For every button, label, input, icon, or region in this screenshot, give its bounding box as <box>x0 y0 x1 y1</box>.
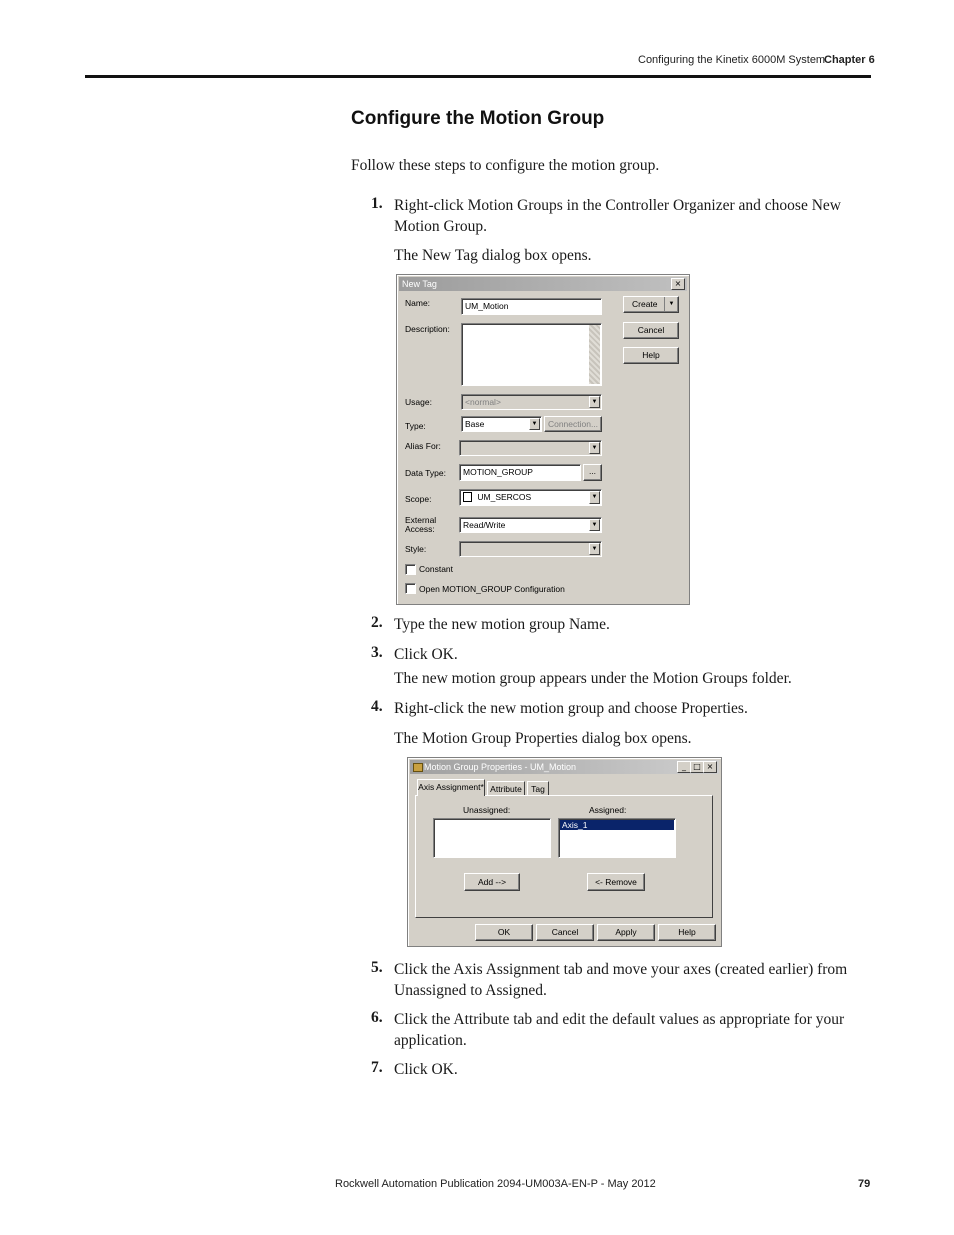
data-type-field[interactable]: MOTION_GROUP <box>459 464 581 481</box>
folder-icon <box>413 763 423 772</box>
step-text-line: Type the new motion group Name. <box>394 616 610 633</box>
chevron-down-icon[interactable]: ▼ <box>589 519 600 531</box>
step-note: The New Tag dialog box opens. <box>394 247 592 264</box>
dialog-title: New Tag <box>402 279 437 289</box>
tab-axis-assignment[interactable]: Axis Assignment* <box>417 779 485 796</box>
step-number: 1. <box>371 195 383 212</box>
external-access-label <box>405 516 436 534</box>
running-header-title: Configuring the Kinetix 6000M System <box>638 54 826 66</box>
step-number: 3. <box>371 644 383 661</box>
minimize-icon[interactable]: _ <box>677 761 691 773</box>
description-label: Description: <box>405 324 450 334</box>
step-text-line: Click the Axis Assignment tab and move your axes (created earlier) from <box>394 961 848 978</box>
scope-select[interactable] <box>459 489 602 506</box>
external-access-value: Read/Write <box>463 520 506 530</box>
controller-icon <box>463 492 472 502</box>
usage-select <box>461 394 602 410</box>
assigned-label: Assigned: <box>589 805 627 815</box>
cancel-button[interactable]: Cancel <box>623 322 679 339</box>
dialog-titlebar <box>410 760 719 774</box>
maximize-icon[interactable]: □ <box>690 761 704 773</box>
open-config-label: Open MOTION_GROUP Configuration <box>419 584 565 594</box>
type-select[interactable] <box>461 416 542 432</box>
step-text-line: Right-click Motion Groups in the Controller Organizer and choose New <box>394 197 841 214</box>
type-value: Base <box>465 419 485 429</box>
step-number: 4. <box>371 698 383 715</box>
step-text-line: Click OK. <box>394 646 458 663</box>
connection-button: Connection... <box>544 416 602 432</box>
remove-button[interactable]: <- Remove <box>587 873 645 891</box>
step-note: The Motion Group Properties dialog box opens. <box>394 730 692 747</box>
cancel-button[interactable]: Cancel <box>536 924 594 941</box>
step-note: The new motion group appears under the Motion Groups folder. <box>394 670 792 687</box>
constant-label: Constant <box>419 564 454 574</box>
step-text-line: application. <box>394 1032 467 1049</box>
tab-tag[interactable]: Tag <box>527 781 549 796</box>
chevron-down-icon: ▼ <box>589 396 600 408</box>
step-text-line: Motion Group. <box>394 218 487 235</box>
step-number: 5. <box>371 959 383 976</box>
style-label: Style: <box>405 544 427 554</box>
list-item[interactable]: Axis_1 <box>560 820 674 830</box>
footer-publication: Rockwell Automation Publication 2094-UM003A-EN-P - May 2012 <box>335 1178 656 1190</box>
create-button-label: Create <box>632 299 658 309</box>
name-label: Name: <box>405 298 431 308</box>
step-number: 7. <box>371 1059 383 1076</box>
close-icon[interactable]: × <box>703 761 717 773</box>
chevron-down-icon[interactable]: ▼ <box>529 418 540 430</box>
apply-button[interactable]: Apply <box>597 924 655 941</box>
header-rule <box>85 75 871 78</box>
alias-for-select <box>459 440 602 456</box>
step-text-line: Unassigned to Assigned. <box>394 982 547 999</box>
chevron-down-icon[interactable]: ▼ <box>589 491 600 504</box>
unassigned-list[interactable] <box>433 818 551 858</box>
dialog-title: Motion Group Properties - UM_Motion <box>424 762 577 772</box>
step-text-line: Click the Attribute tab and edit the default values as appropriate for your <box>394 1011 845 1028</box>
page-number: 79 <box>858 1178 871 1190</box>
data-type-browse-button[interactable]: ... <box>583 464 602 481</box>
description-field[interactable] <box>461 323 602 386</box>
open-config-checkbox[interactable] <box>405 583 416 594</box>
constant-checkbox[interactable] <box>405 564 416 575</box>
description-scrollbar[interactable] <box>589 325 600 384</box>
new-tag-dialog <box>396 274 690 605</box>
external-access-label-line: External <box>405 515 437 525</box>
alias-for-label: Alias For: <box>405 441 441 451</box>
create-button[interactable] <box>623 296 679 313</box>
chevron-down-icon: ▼ <box>589 442 600 454</box>
dialog-titlebar <box>399 277 687 291</box>
chevron-down-icon[interactable]: ▼ <box>664 297 678 312</box>
intro-text: Follow these steps to configure the motion group. <box>351 157 660 174</box>
usage-label: Usage: <box>405 397 432 407</box>
data-type-label: Data Type: <box>405 468 446 478</box>
add-button[interactable]: Add --> <box>464 873 520 891</box>
motion-group-properties-dialog <box>407 757 722 947</box>
tab-attribute[interactable]: Attribute <box>487 781 525 796</box>
step-number: 2. <box>371 614 383 631</box>
external-access-select[interactable] <box>459 517 602 533</box>
usage-value: <normal> <box>465 397 501 407</box>
scope-value: UM_SERCOS <box>477 492 532 502</box>
running-header-chapter: Chapter 6 <box>824 54 875 66</box>
chevron-down-icon: ▼ <box>589 543 600 555</box>
style-select <box>459 541 602 557</box>
step-text-line: Click OK. <box>394 1061 458 1078</box>
type-label: Type: <box>405 421 426 431</box>
close-icon[interactable]: × <box>671 278 685 290</box>
external-access-label-line: Access: <box>405 524 435 534</box>
section-heading: Configure the Motion Group <box>351 108 605 129</box>
step-number: 6. <box>371 1009 383 1026</box>
step-text-line: Right-click the new motion group and choose Properties. <box>394 700 748 717</box>
unassigned-label: Unassigned: <box>463 805 511 815</box>
help-button[interactable]: Help <box>658 924 716 941</box>
scope-label: Scope: <box>405 494 432 504</box>
assigned-list[interactable] <box>558 818 676 858</box>
help-button[interactable]: Help <box>623 347 679 364</box>
tab-panel <box>415 795 713 918</box>
name-field[interactable]: UM_Motion <box>461 298 602 315</box>
ok-button[interactable]: OK <box>475 924 533 941</box>
